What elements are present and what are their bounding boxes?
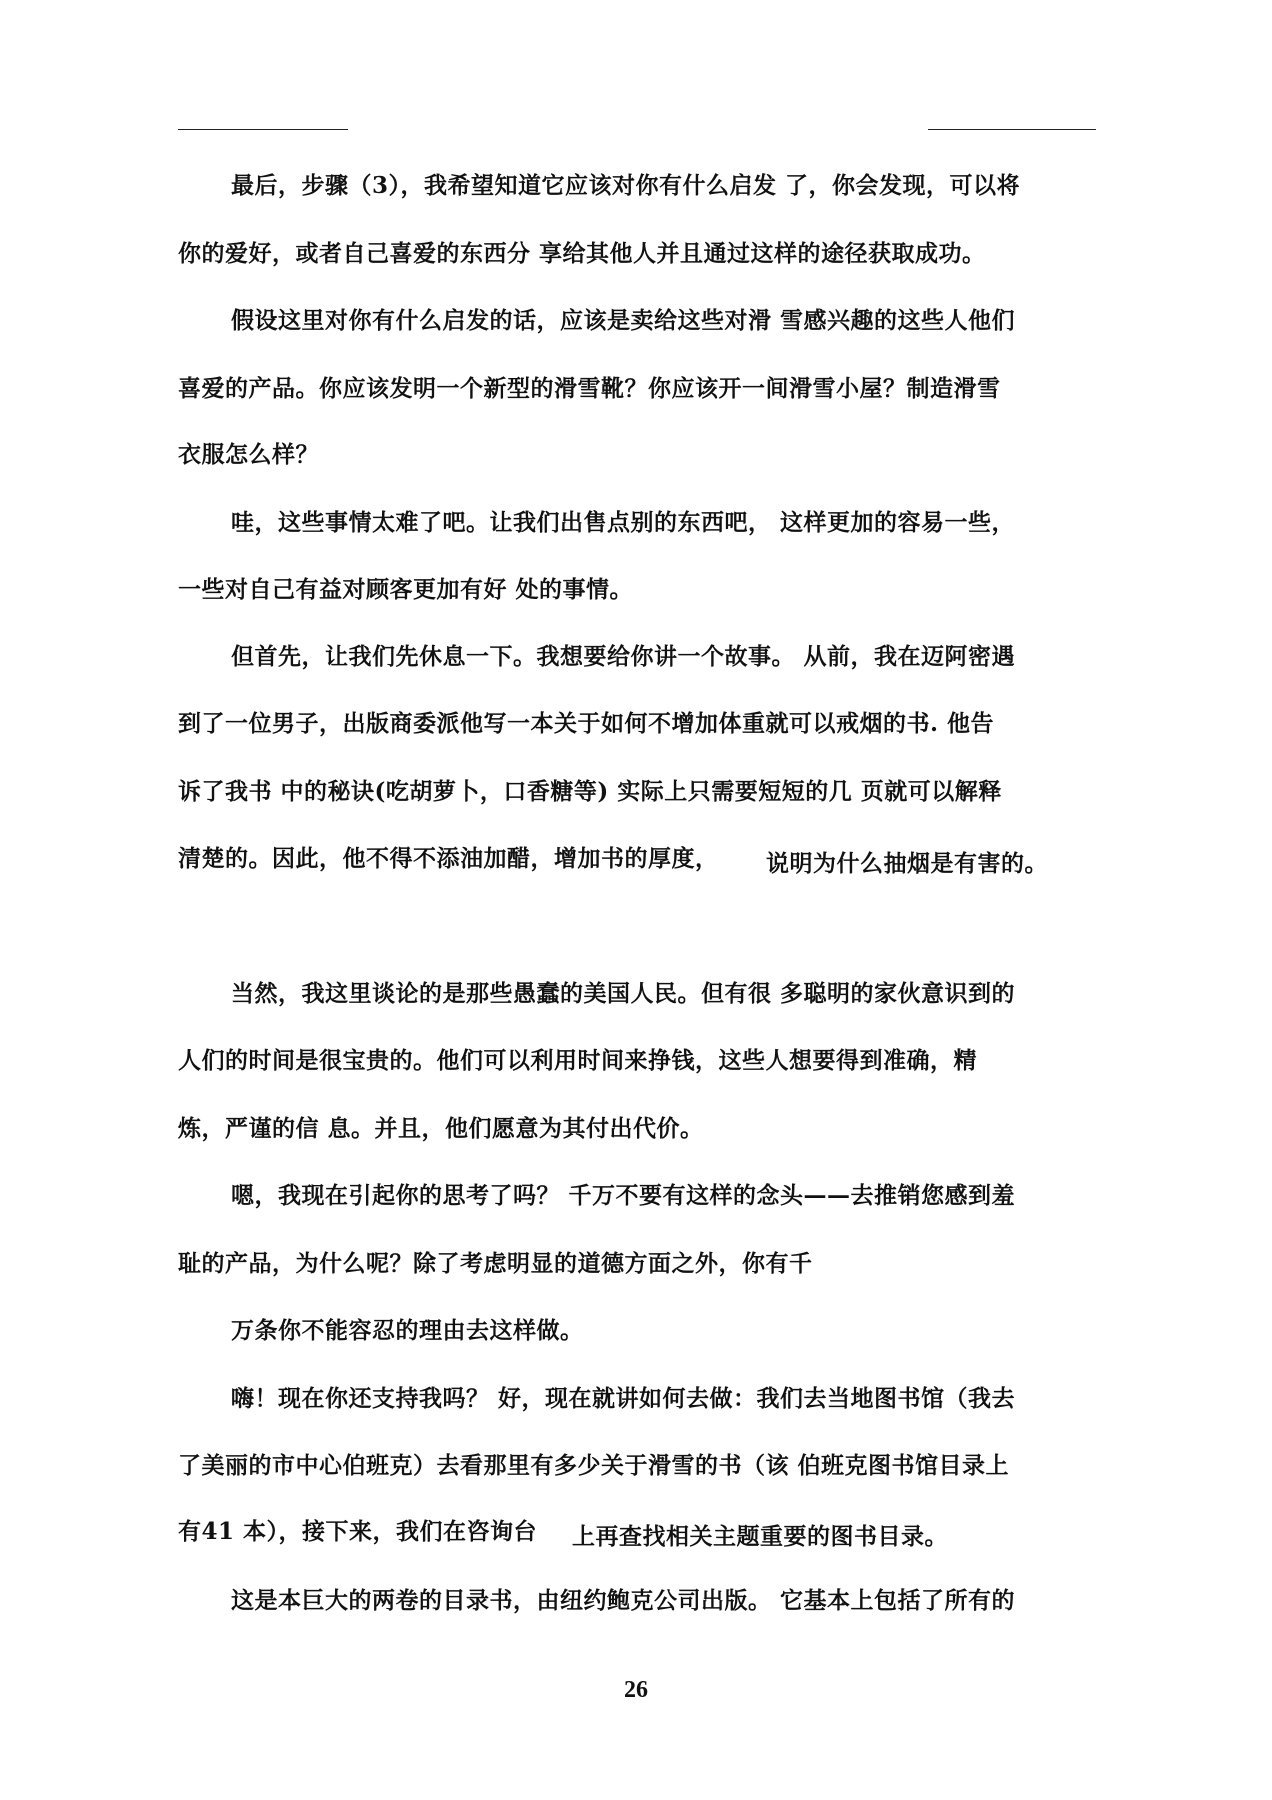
text-line: 嗯，我现在引起你的思考了吗？ 千万不要有这样的念头——去推销您感到羞 bbox=[231, 1182, 1016, 1209]
page-number: 26 bbox=[624, 1677, 648, 1703]
text-line: 这是本巨大的两卷的目录书，由纽约鲍克公司出版。 它基本上包括了所有的 bbox=[231, 1587, 1016, 1614]
header-rule-right bbox=[928, 129, 1096, 130]
text-line: 喜爱的产品。你应该发明一个新型的滑雪靴？你应该开一间滑雪小屋？制造滑雪 bbox=[178, 375, 1001, 402]
text-line: 耻的产品，为什么呢？除了考虑明显的道德方面之外，你有千 bbox=[178, 1250, 813, 1277]
text-line: 清楚的。因此，他不得不添油加醋，增加书的厚度， bbox=[178, 845, 719, 872]
text-line: 上再查找相关主题重要的图书目录。 bbox=[572, 1523, 948, 1550]
text-line: 你的爱好，或者自己喜爱的东西分 享给其他人并且通过这样的途径获取成功。 bbox=[178, 240, 986, 267]
text-line: 有41 本），接下来，我们在咨询台 bbox=[178, 1518, 538, 1545]
text-line: 了美丽的市中心伯班克）去看那里有多少关于滑雪的书（该 伯班克图书馆目录上 bbox=[178, 1452, 1010, 1479]
text-line: 诉了我书 中的秘诀(吃胡萝卜，口香糖等) 实际上只需要短短的几 页就可以解释 bbox=[178, 778, 1002, 805]
text-line: 嗨！现在你还支持我吗？ 好，现在就讲如何去做：我们去当地图书馆（我去 bbox=[231, 1385, 1016, 1412]
text-line: 万条你不能容忍的理由去这样做。 bbox=[231, 1317, 584, 1344]
header-rule-left bbox=[178, 129, 348, 130]
text-line: 说明为什么抽烟是有害的。 bbox=[766, 850, 1048, 877]
text-line: 但首先，让我们先休息一下。我想要给你讲一个故事。 从前，我在迈阿密遇 bbox=[231, 643, 1016, 670]
text-line: 衣服怎么样？ bbox=[178, 441, 319, 468]
text-line: 最后，步骤（3），我希望知道它应该对你有什么启发 了，你会发现，可以将 bbox=[231, 172, 1021, 199]
text-line: 一些对自己有益对顾客更加有好 处的事情。 bbox=[178, 576, 634, 603]
text-line: 当然，我这里谈论的是那些愚蠢的美国人民。但有很 多聪明的家伙意识到的 bbox=[231, 980, 1016, 1007]
text-line: 到了一位男子，出版商委派他写一本关于如何不增加体重就可以戒烟的书. 他告 bbox=[178, 710, 995, 737]
text-line: 假设这里对你有什么启发的话，应该是卖给这些对滑 雪感兴趣的这些人他们 bbox=[231, 307, 1016, 334]
text-line: 人们的时间是很宝贵的。他们可以利用时间来挣钱，这些人想要得到准确，精 bbox=[178, 1047, 977, 1074]
text-line: 炼，严谨的信 息。并且，他们愿意为其付出代价。 bbox=[178, 1115, 704, 1142]
text-line: 哇，这些事情太难了吧。让我们出售点别的东西吧， 这样更加的容易一些， bbox=[231, 509, 1016, 536]
